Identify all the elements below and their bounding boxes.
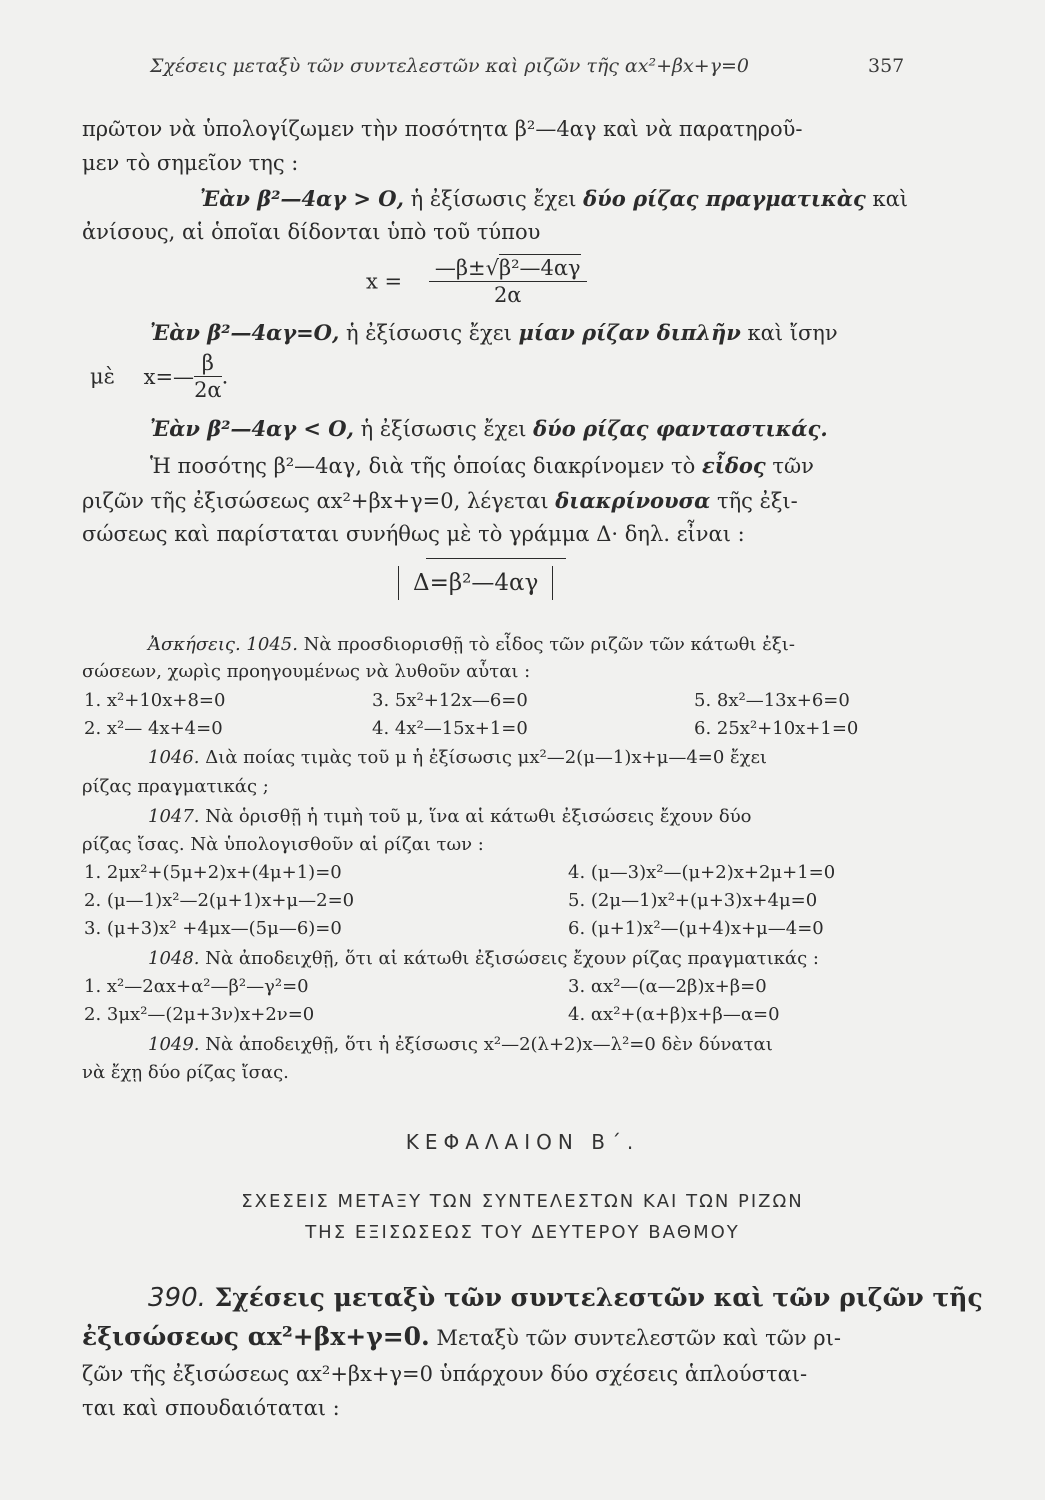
- exercise-number: 1049.: [148, 1034, 200, 1055]
- chapter-title-line-1: ΣΧΕΣΕΙΣ ΜΕΤΑΞΥ ΤΩΝ ΣΥΝΤΕΛΕΣΤΩΝ ΚΑΙ ΤΩΝ ΡΙΖΩΝ: [241, 1191, 804, 1212]
- section-number: 390.: [148, 1283, 206, 1313]
- list-item: 5. (2μ—1)x²+(μ+3)x+4μ=0: [568, 890, 818, 911]
- double-root-formula: μὲ x=— $\frac{\beta}{2\alpha}$ .: [90, 351, 229, 402]
- case-1-condition: Ἐὰν β²—4αγ > Ο,: [200, 186, 404, 211]
- running-title: Σχέσεις μεταξὺ τῶν συντελεστῶν καὶ ριζῶν τῆς αx²+βx+γ=0: [150, 55, 749, 77]
- case-3-line: Ἐὰν β²—4αγ < Ο, ἡ ἐξίσωσις ἔχει δύο ρίζας φανταστικάς.: [150, 416, 828, 441]
- list-item: 6. 25x²+10x+1=0: [694, 718, 859, 739]
- formula-denominator: 2α: [493, 283, 522, 307]
- case-2-emphasis: μίαν ρίζαν διπλῆν: [518, 320, 741, 345]
- discriminant-line-2: ριζῶν τῆς ἐξισώσεως αx²+βx+γ=0, λέγεται διακρίνουσα τῆς ἐξι-: [82, 488, 798, 513]
- discriminant-line-3: σώσεως καὶ παρίσταται συνήθως μὲ τὸ γράμμα Δ· δηλ. εἶναι :: [82, 522, 745, 546]
- exercise-1047-line-2: ρίζας ἴσας. Νὰ ὑπολογισθοῦν αἱ ρίζαι των :: [82, 834, 484, 855]
- quadratic-formula: x = $\frac{\text{—β±√β²—4αγ}}{2\alpha}$: [366, 255, 587, 308]
- case-1-line-2: ἀνίσους, αἱ ὁποῖαι δίδονται ὑπὸ τοῦ τύπου: [82, 220, 541, 244]
- section-390-heading: [148, 1283, 983, 1313]
- exercise-number: 1047.: [148, 806, 200, 827]
- list-item: 2. (μ—1)x²—2(μ+1)x+μ—2=0: [84, 890, 355, 911]
- exercise-number: 1048.: [148, 948, 200, 969]
- list-item: 2. x²— 4x+4=0: [84, 718, 223, 739]
- discriminant-box: Δ=β²—4αγ: [398, 566, 553, 600]
- case-3-condition: Ἐὰν β²—4αγ < Ο,: [150, 416, 354, 441]
- section-390-line-3: ζῶν τῆς ἐξισώσεως αx²+βx+γ=0 ὑπάρχουν δύο σχέσεις ἁπλούσται-: [82, 1362, 808, 1386]
- intro-line-2: μεν τὸ σημεῖον της :: [82, 151, 299, 175]
- exercise-1049: 1049. Νὰ ἀποδειχθῇ, ὅτι ἡ ἐξίσωσις x²—2(λ+2)x—λ²=0 δὲν δύναται: [148, 1034, 773, 1055]
- chapter-label: ΚΕΦΑΛΑΙΟΝ Β΄.: [405, 1130, 640, 1154]
- formula-lhs: x =: [366, 269, 403, 294]
- list-item: 3. 5x²+12x—6=0: [372, 690, 528, 711]
- exercises-label: Ἀσκήσεις.: [148, 634, 241, 655]
- exercise-number: 1045.: [246, 634, 298, 655]
- exercise-1045: Ἀσκήσεις. 1045. Νὰ προσδιορισθῇ τὸ εἶδος τῶν ριζῶν τῶν κάτωθι ἐξι-: [148, 634, 795, 655]
- case-3-emphasis: δύο ρίζας φανταστικάς.: [533, 416, 828, 441]
- case-2-line-1: Ἐὰν β²—4αγ=Ο, ἡ ἐξίσωσις ἔχει μίαν ρίζαν διπλῆν καὶ ἴσην: [150, 320, 838, 345]
- list-item: 2. 3μx²—(2μ+3ν)x+2ν=0: [84, 1004, 315, 1025]
- list-item: 3. αx²—(α—2β)x+β=0: [568, 976, 767, 997]
- list-item: 1. x²—2αx+α²—β²—γ²=0: [84, 976, 309, 997]
- page-number: 357: [868, 55, 905, 77]
- intro-line-1: πρῶτον νὰ ὑπολογίζωμεν τὴν ποσότητα β²—4αγ καὶ νὰ παρατηροῦ-: [82, 117, 803, 141]
- list-item: 5. 8x²—13x+6=0: [694, 690, 850, 711]
- chapter-title-line-2: ΤΗΣ ΕΞΙΣΩΣΕΩΣ ΤΟΥ ΔΕΥΤΕΡΟΥ ΒΑΘΜΟΥ: [305, 1222, 740, 1243]
- list-item: 4. 4x²—15x+1=0: [372, 718, 528, 739]
- exercise-1046: 1046. Διὰ ποίας τιμὰς τοῦ μ ἡ ἐξίσωσις μx²—2(μ—1)x+μ—4=0 ἔχει: [148, 747, 767, 768]
- exercise-1047: 1047. Νὰ ὁρισθῇ ἡ τιμὴ τοῦ μ, ἵνα αἱ κάτωθι ἐξισώσεις ἔχουν δύο: [148, 806, 752, 827]
- case-1-line-1: Ἐὰν β²—4αγ > Ο, ἡ ἐξίσωσις ἔχει δύο ρίζας πραγματικὰς καὶ: [200, 186, 908, 211]
- radicand: β²—4αγ: [498, 256, 581, 280]
- radical-sign: √: [485, 256, 499, 280]
- discriminant-line-1: Ἡ ποσότης β²—4αγ, διὰ τῆς ὁποίας διακρίνομεν τὸ εἶδος τῶν: [150, 453, 814, 478]
- case-1-emphasis: δύο ρίζας πραγματικὰς: [583, 186, 866, 211]
- exercise-1048: 1048. Νὰ ἀποδειχθῇ, ὅτι αἱ κάτωθι ἐξισώσεις ἔχουν ρίζας πραγματικάς :: [148, 948, 819, 969]
- section-390-line-4: ται καὶ σπουδαιόταται :: [82, 1396, 340, 1420]
- list-item: 4. (μ—3)x²—(μ+2)x+2μ+1=0: [568, 862, 836, 883]
- exercise-1049-line-2: νὰ ἔχῃ δύο ρίζας ἴσας.: [82, 1062, 289, 1083]
- list-item: 1. x²+10x+8=0: [84, 690, 226, 711]
- list-item: 4. αx²+(α+β)x+β—α=0: [568, 1004, 780, 1025]
- section-title: Σχέσεις μεταξὺ τῶν συντελεστῶν καὶ τῶν ριζῶν τῆς: [205, 1283, 983, 1312]
- list-item: 6. (μ+1)x²—(μ+4)x+μ—4=0: [568, 918, 824, 939]
- exercise-1046-line-2: ρίζας πραγματικάς ;: [82, 776, 269, 797]
- list-item: 3. (μ+3)x² +4μx—(5μ—6)=0: [84, 918, 342, 939]
- exercise-1045-line-2: σώσεων, χωρὶς προηγουμένως νὰ λυθοῦν αὗται :: [82, 661, 531, 682]
- box-top-rule: [426, 558, 566, 559]
- section-390-line-2: ἐξισώσεως αx²+βx+γ=0. Μεταξὺ τῶν συντελεστῶν καὶ τῶν ρι-: [82, 1322, 841, 1351]
- list-item: 1. 2μx²+(5μ+2)x+(4μ+1)=0: [84, 862, 342, 883]
- case-2-condition: Ἐὰν β²—4αγ=Ο,: [150, 320, 340, 345]
- exercise-number: 1046.: [148, 747, 200, 768]
